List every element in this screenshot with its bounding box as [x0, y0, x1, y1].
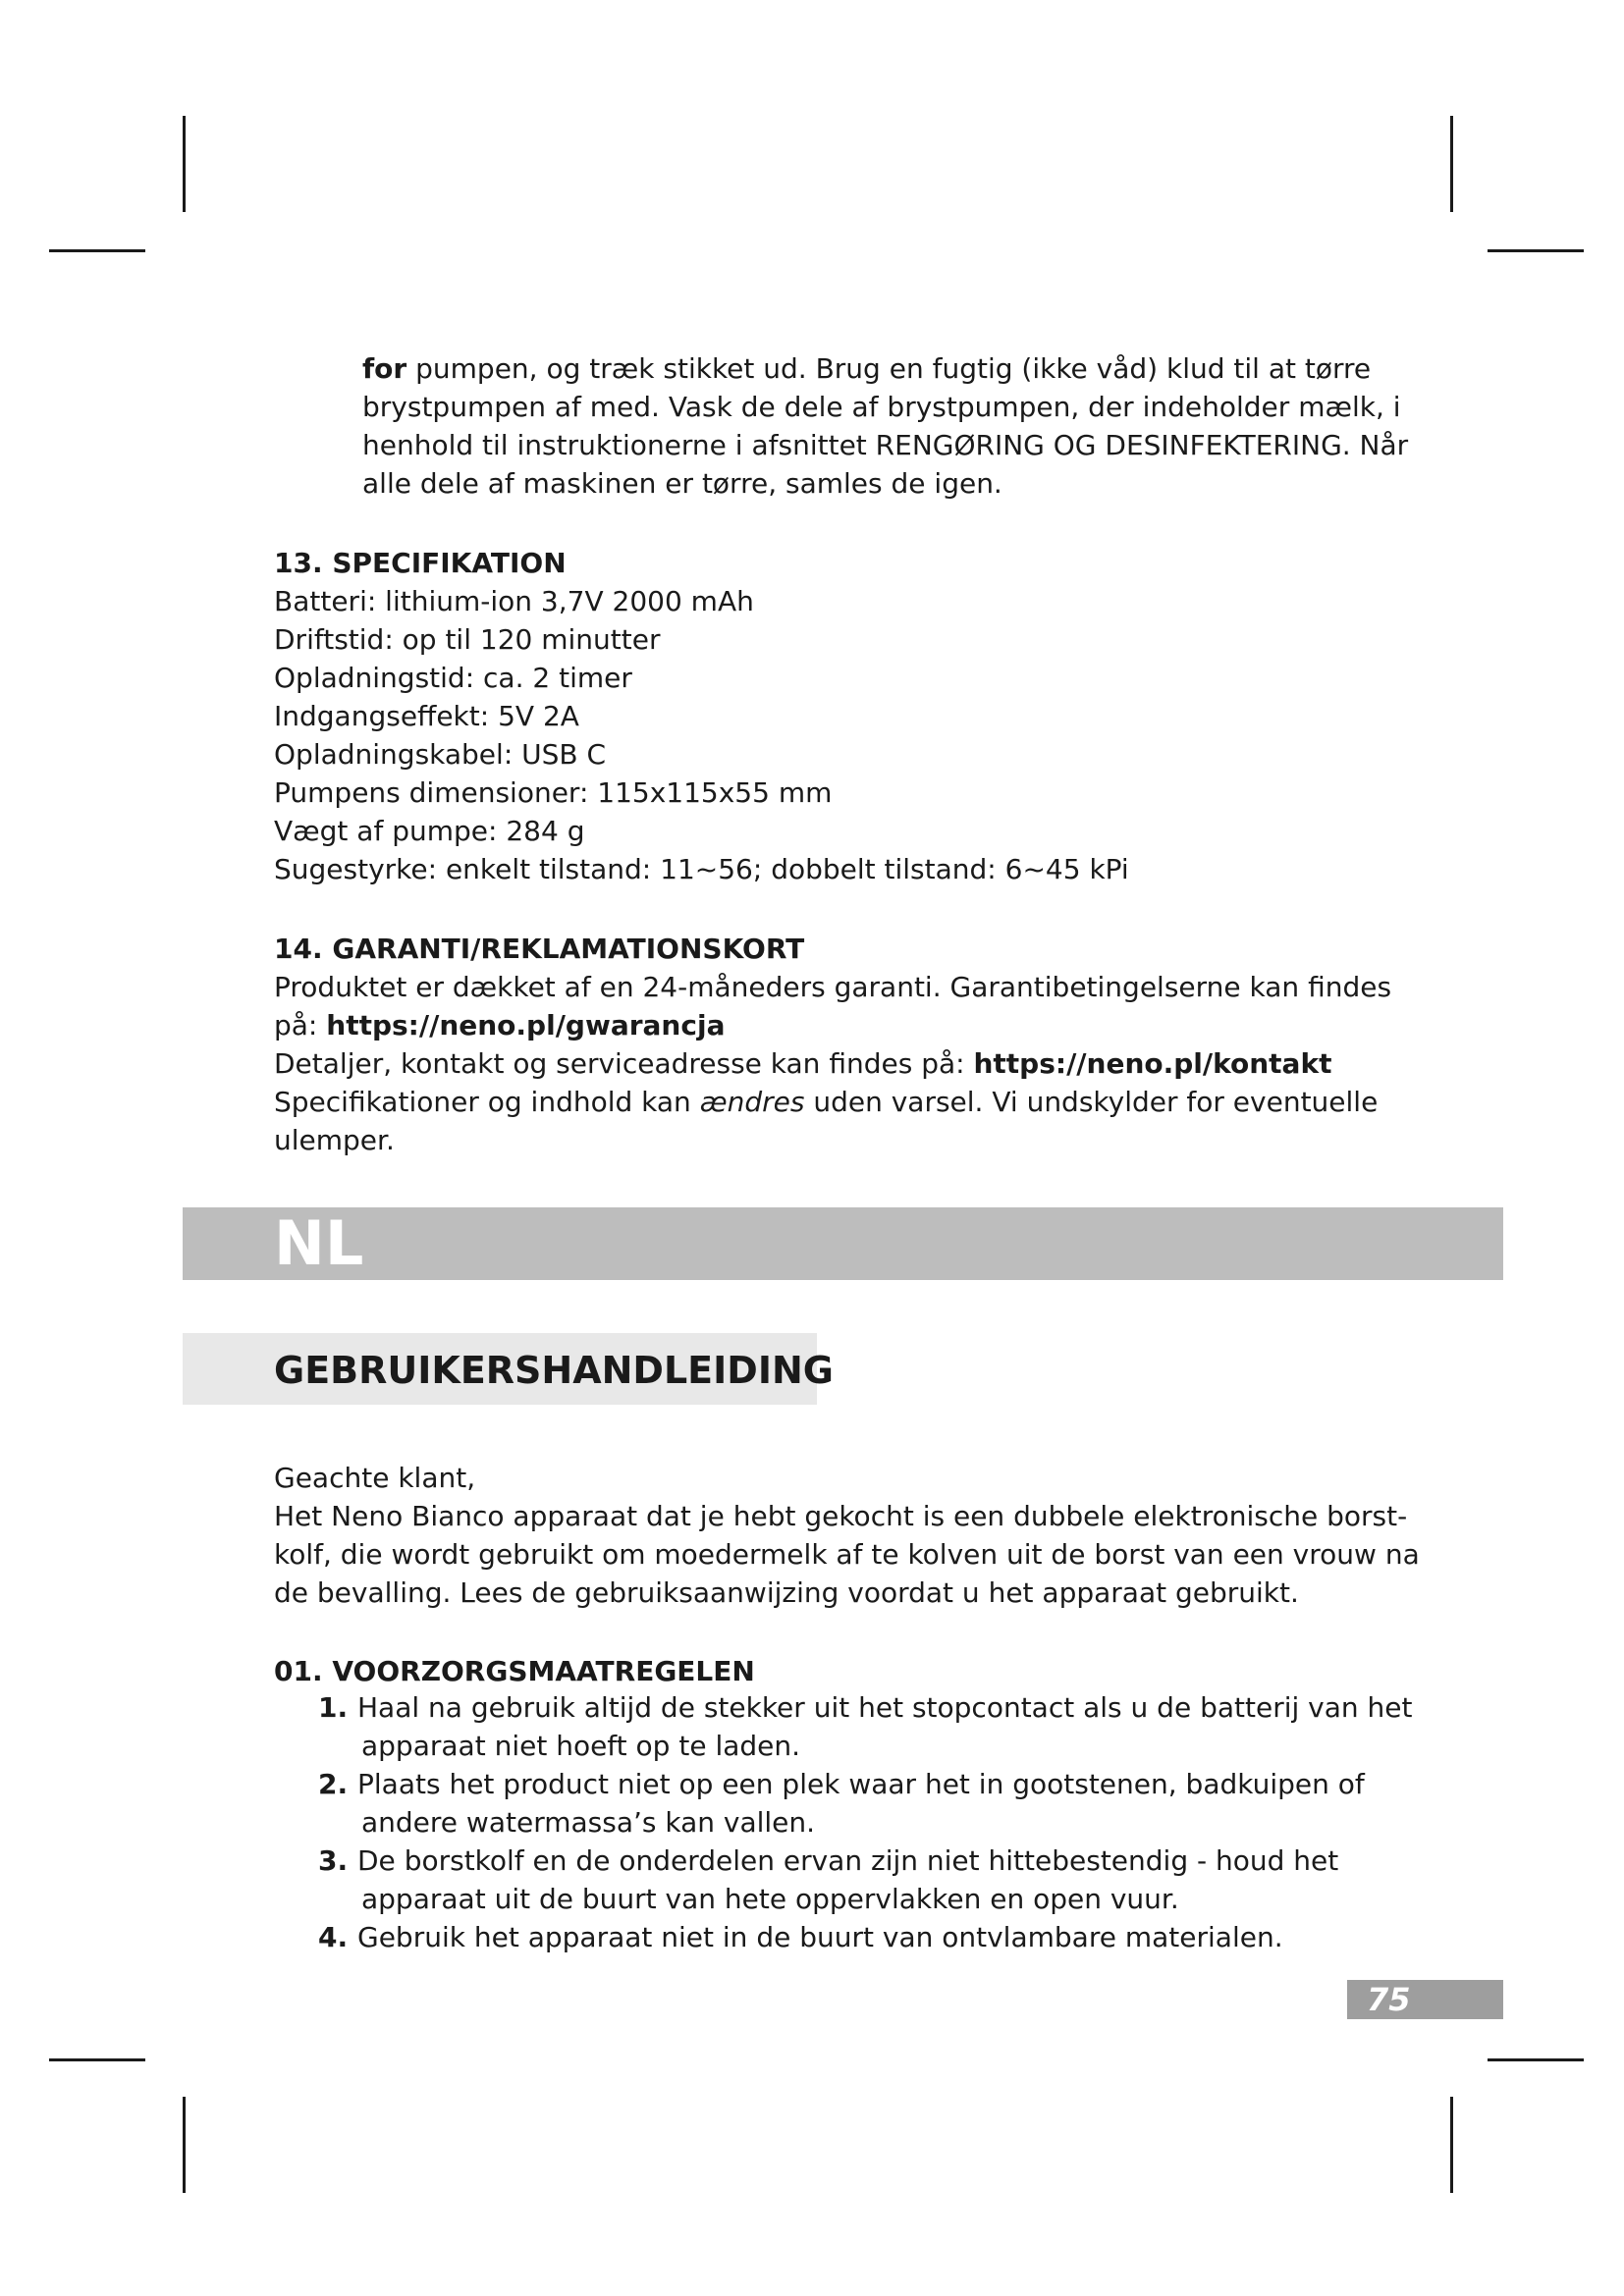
greeting-section [274, 1459, 1420, 1612]
list-item: 2. Plaats het product niet op een plek waar het in gootstenen, badkuipen of andere watermassa’s kan vallen. [318, 1768, 1365, 1839]
greeting-line: Het Neno Bianco apparaat dat je hebt gekocht is een dubbele elektronische borst- [274, 1500, 1408, 1532]
list-item: 3. De borstkolf en de onderdelen ervan zijn niet hittebestendig - houd het apparaat uit de buurt van hete oppervlakken en open vuur. [318, 1844, 1339, 1915]
precautions-heading-wrap [274, 1652, 1374, 1690]
spec-item: Sugestyrke: enkelt tilstand: 11~56; dobbelt tilstand: 6~45 kPi [274, 853, 1129, 885]
greeting-line: Geachte klant, [274, 1462, 476, 1494]
warranty-link[interactable]: https://neno.pl/gwarancja [326, 1009, 726, 1041]
crop-mark [49, 2058, 145, 2061]
crop-mark [183, 116, 186, 212]
language-code: NL [274, 1207, 364, 1279]
greeting-line: de bevalling. Lees de gebruiksaanwijzing voordat u het apparaat gebruikt. [274, 1576, 1299, 1609]
list-item: 4. Gebruik het apparaat niet in de buurt van ontvlambare materialen. [318, 1921, 1283, 1953]
crop-mark [1450, 2097, 1453, 2193]
specification-section [274, 544, 1374, 888]
crop-mark [1488, 249, 1584, 252]
intro-line: henhold til instruktionerne i afsnittet RENGØRING OG DESINFEKTERING. Når [362, 429, 1409, 461]
warranty-line: Specifikationer og indhold kan ændres uden varsel. Vi undskylder for eventuelle [274, 1086, 1379, 1118]
warranty-section [274, 930, 1392, 1159]
intro-paragraph [362, 349, 1409, 503]
warranty-line: Produktet er dækket af en 24-måneders garanti. Garantibetingelserne kan findes [274, 971, 1392, 1003]
contact-link[interactable]: https://neno.pl/kontakt [973, 1047, 1332, 1080]
warranty-line: ulemper. [274, 1124, 395, 1156]
crop-mark [49, 249, 145, 252]
section-heading: 01. VOORZORGSMAATREGELEN [274, 1655, 755, 1687]
language-band [183, 1207, 1503, 1280]
crop-mark [183, 2097, 186, 2193]
crop-mark [1488, 2058, 1584, 2061]
spec-item: Batteri: lithium-ion 3,7V 2000 mAh [274, 585, 754, 617]
crop-mark [1450, 116, 1453, 212]
page-number: 75 [1367, 1981, 1411, 2018]
spec-item: Pumpens dimensioner: 115x115x55 mm [274, 776, 833, 809]
spec-item: Opladningstid: ca. 2 timer [274, 662, 632, 694]
greeting-line: kolf, die wordt gebruikt om moedermelk af te kolven uit de borst van een vrouw na [274, 1538, 1420, 1571]
warranty-line: Detaljer, kontakt og serviceadresse kan findes på: https://neno.pl/kontakt [274, 1047, 1332, 1080]
manual-title-band [183, 1333, 834, 1405]
section-heading: 14. GARANTI/REKLAMATIONSKORT [274, 933, 805, 965]
manual-title: GEBRUIKERSHANDLEIDING [274, 1349, 834, 1392]
precautions-list [318, 1688, 1413, 1956]
intro-line: for pumpen, og træk stikket ud. Brug en fugtig (ikke våd) klud til at tørre [362, 352, 1372, 385]
intro-line: alle dele af maskinen er tørre, samles de igen. [362, 467, 1002, 500]
warranty-line: på: https://neno.pl/gwarancja [274, 1009, 726, 1041]
spec-item: Opladningskabel: USB C [274, 738, 607, 771]
spec-item: Vægt af pumpe: 284 g [274, 815, 585, 847]
spec-item: Driftstid: op til 120 minutter [274, 623, 661, 656]
list-item: 1. Haal na gebruik altijd de stekker uit het stopcontact als u de batterij van het apparaat niet hoeft op te laden. [318, 1691, 1413, 1762]
spec-item: Indgangseffekt: 5V 2A [274, 700, 579, 732]
page-number-badge [1347, 1980, 1503, 2019]
section-heading: 13. SPECIFIKATION [274, 547, 567, 579]
intro-line: brystpumpen af med. Vask de dele af brystpumpen, der indeholder mælk, i [362, 391, 1401, 423]
